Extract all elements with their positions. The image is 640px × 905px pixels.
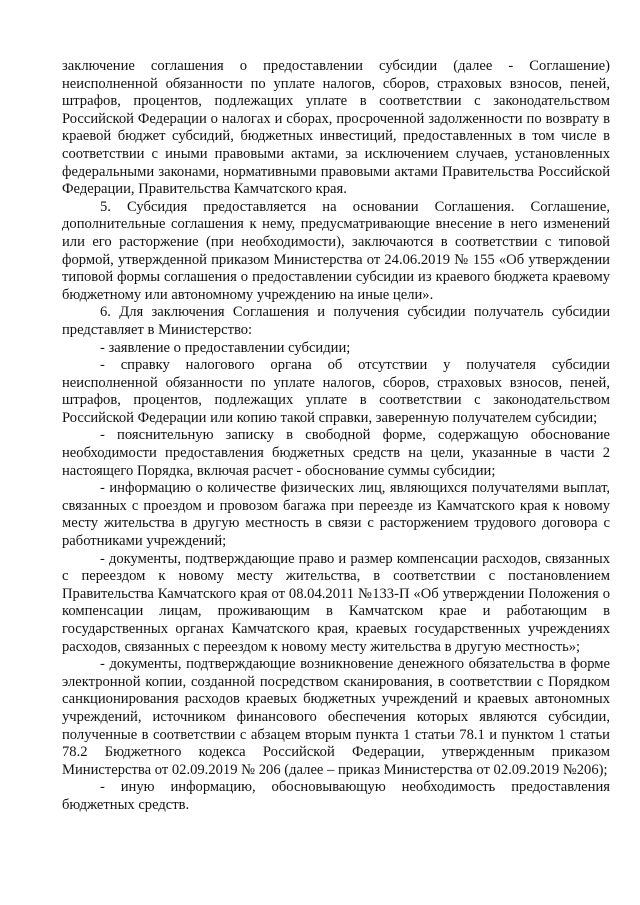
paragraph-agreement-conditions: заключение соглашения о предоставлении субсидии (далее - Соглашение) неисполненной обязанности по уплате налогов, сборов, страховых взносов, пеней, штрафов, процентов, подлежащих уплате в соответствии с законодательством Российской Федерации о налогах и сборах, просроченной задолженности по возврату в краевой бюджет субсидий, бюджетных инвестиций, предоставленных в том числе в соответствии с иными правовыми актами, за исключением случаев, установленных федеральными законами, нормативными правовыми актами Правительства Российской Федерации, Правительства Камчатского края. (62, 58, 610, 198)
list-item-other-information: - иную информацию, обосновывающую необходимость предоставления бюджетных средств. (62, 779, 610, 813)
list-item-tax-certificate: - справку налогового органа об отсутствии у получателя субсидии неисполненной обязанности по уплате налогов, сборов, страховых взносов, пеней, штрафов, процентов, подлежащих уплате в соответствии с законодательством Российской Федерации или копию такой справки, заверенную получателем субсидии; (62, 357, 610, 426)
list-item-recipients-info: - информацию о количестве физических лиц, являющихся получателями выплат, связанных с проездом и провозом багажа при переезде из Камчатского края к новому месту жительства в другую местность в связи с расторжением трудового договора с работниками учреждений; (62, 480, 610, 550)
list-item-application: - заявление о предоставлении субсидии; (100, 339, 351, 356)
document-page (62, 58, 610, 815)
paragraph-5-subsidy-basis: 5. Субсидия предоставляется на основании Соглашения. Соглашение, дополнительные соглашения к нему, предусматривающие внесение в него изменений или его расторжение (при необходимости), заключаются в соответствии с типовой формой, утвержденной приказом Министерства от 24.06.2019 № 155 «Об утверждении типовой формы соглашения о предоставлении субсидии из краевого бюджета краевому бюджетному или автономному учреждению на иные цели». (62, 198, 610, 303)
list-item-explanatory-note: - пояснительную записку в свободной форме, содержащую обоснование необходимости предоставления бюджетных средств на цели, указанные в части 2 настоящего Порядка, включая расчет - обоснование суммы субсидии; (62, 427, 610, 479)
paragraph-6-documents-required: 6. Для заключения Соглашения и получения субсидии получатель субсидии представляет в Министерство: (62, 304, 610, 338)
list-item-obligation-documents: - документы, подтверждающие возникновение денежного обязательства в форме электронной копии, созданной посредством сканирования, в соответствии с Порядком санкционирования расходов краевых бюджетных учреждений и краевых автономных учреждений, источником финансового обеспечения которых являются субсидии, полученные в соответствии с абзацем вторым пункта 1 статьи 78.1 и пунктом 1 статьи 78.2 Бюджетного кодекса Российской Федерации, утвержденным приказом Министерства от 02.09.2019 № 206 (далее – приказ Министерства от 02.09.2019 №206); (62, 656, 610, 778)
list-item-compensation-documents: - документы, подтверждающие право и размер компенсации расходов, связанных с переездом к новому месту жительства, в соответствии с постановлением Правительства Камчатского края от 08.04.2011 №133-П «Об утверждении Положения о компенсации лицам, проживающим в Камчатском крае и работающим в государственных органах Камчатского края, краевых государственных учреждениях расходов, связанных с переездом к новому месту жительства в другую местность»; (62, 550, 610, 655)
